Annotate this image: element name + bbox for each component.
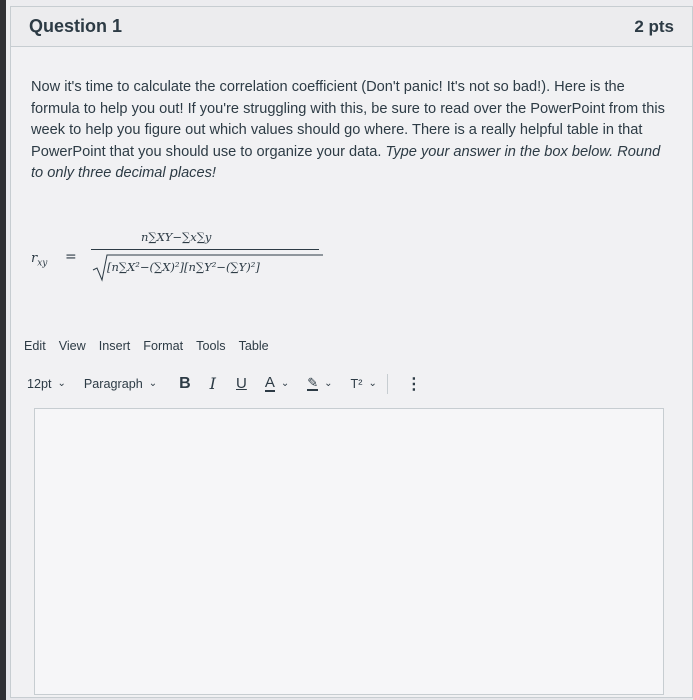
- menu-format[interactable]: Format: [143, 338, 184, 353]
- formula-denominator-text: [n∑X²−(∑X)²][n∑Y²−(∑Y)²]: [107, 259, 260, 274]
- formula-denominator: [91, 252, 323, 282]
- superscript-button[interactable]: T² ⌄: [350, 376, 377, 391]
- chevron-down-icon: ⌄: [148, 378, 158, 390]
- toolbar-divider: [387, 374, 388, 394]
- block-format-select[interactable]: Paragraph ⌄: [83, 376, 158, 391]
- chevron-down-icon: ⌄: [280, 378, 290, 390]
- bold-button[interactable]: B: [179, 374, 191, 392]
- prompt-text: Now it's time to calculate the correlation coefficient (Don't panic! It's not so bad!). Here is the formula to help you out! If you're struggling with this, be sure to read over the PowerPoint from this week to help you figure out which values should go where. There is a really helpful table in that PowerPoint that you should use to organize your data.: [31, 79, 665, 160]
- answer-editor[interactable]: [34, 408, 664, 695]
- italic-button[interactable]: I: [209, 374, 216, 394]
- chevron-down-icon: ⌄: [368, 378, 377, 390]
- menu-view[interactable]: View: [58, 338, 86, 353]
- chevron-down-icon: ⌄: [57, 378, 66, 390]
- text-color-button[interactable]: A ⌄: [264, 374, 290, 392]
- menu-table[interactable]: Table: [238, 338, 269, 353]
- menu-tools[interactable]: Tools: [196, 338, 226, 353]
- question-prompt: [31, 77, 668, 185]
- formula-equals: =: [65, 248, 77, 265]
- formula-lhs: $r_{xy}$: [31, 250, 48, 269]
- question-card: [10, 6, 693, 698]
- editor-toolbar: [11, 371, 692, 397]
- more-options-icon[interactable]: ⋮: [405, 375, 422, 393]
- left-edge-border: [0, 0, 6, 700]
- font-size-select[interactable]: 12pt ⌄: [27, 376, 66, 391]
- menu-edit[interactable]: Edit: [24, 338, 46, 353]
- menu-insert[interactable]: Insert: [98, 338, 131, 353]
- highlight-pen-icon: ✎: [307, 375, 319, 391]
- editor-menubar: [11, 339, 692, 353]
- question-body: [11, 47, 692, 299]
- formula-fraction-bar: [91, 249, 319, 250]
- question-header: [11, 7, 692, 47]
- question-title: Question 1: [29, 16, 123, 36]
- formula-numerator: n∑XY−∑x∑y: [141, 229, 212, 244]
- question-points: 2 pts: [634, 16, 674, 36]
- highlight-button[interactable]: [307, 376, 332, 391]
- correlation-formula: [31, 229, 668, 299]
- chevron-down-icon: ⌄: [324, 378, 333, 390]
- prompt-instruction: Type your answer in the box below. Round to only three decimal places!: [31, 143, 661, 182]
- underline-button[interactable]: U: [236, 375, 247, 393]
